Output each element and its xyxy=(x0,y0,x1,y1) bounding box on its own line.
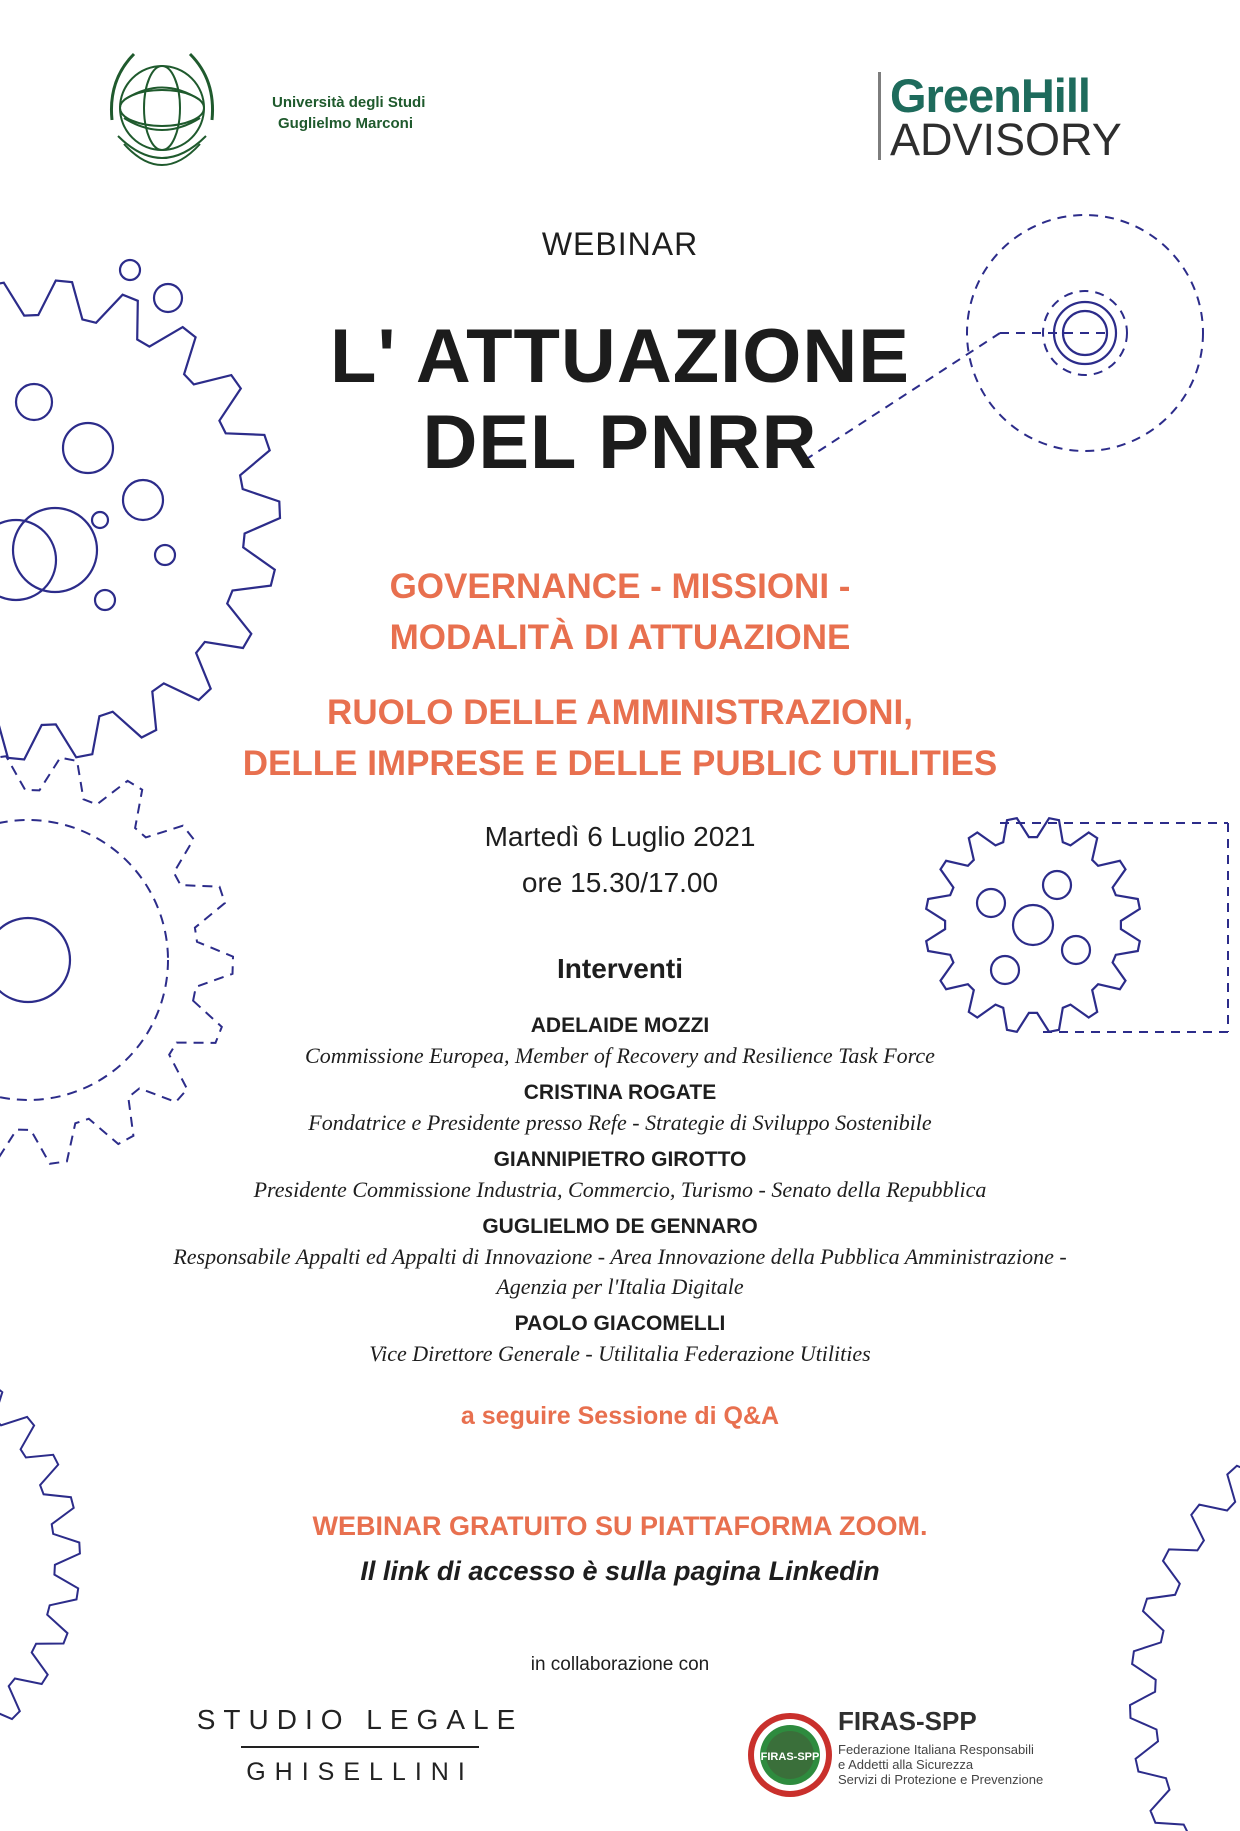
speaker-role: Commissione Europea, Member of Recovery and Resilience Task Force xyxy=(305,1043,935,1068)
subtitle-governance xyxy=(0,561,1240,663)
collaboration-label: in collaborazione con xyxy=(530,1654,710,1675)
event-title xyxy=(0,314,1240,486)
platform-note: WEBINAR GRATUITO SU PIATTAFORMA ZOOM. xyxy=(312,1511,928,1541)
studio-divider xyxy=(241,1746,479,1748)
speaker-item xyxy=(0,1212,1240,1302)
speaker-role-cont: Agenzia per l'Italia Digitale xyxy=(496,1274,744,1299)
greenhill-wordmark: GreenHill xyxy=(890,69,1090,122)
logo-divider xyxy=(878,72,881,160)
firas-badge-icon xyxy=(745,1710,835,1800)
university-logo xyxy=(104,40,434,200)
firas-desc-line1: Federazione Italiana Responsabili xyxy=(838,1742,1034,1757)
firas-desc-line2: e Addetti alla Sicurezza xyxy=(838,1757,974,1772)
qa-note: a seguire Sessione di Q&A xyxy=(460,1402,780,1430)
university-name xyxy=(272,92,425,134)
speaker-item xyxy=(0,1145,1240,1205)
access-link-note: Il link di accesso è sulla pagina Linkedin xyxy=(360,1556,880,1586)
speaker-item xyxy=(0,1078,1240,1138)
speaker-name: ADELAIDE MOZZI xyxy=(530,1014,710,1037)
speaker-item xyxy=(0,1011,1240,1071)
event-title-line2: DEL PNRR xyxy=(422,400,818,485)
subtitle1-line1: GOVERNANCE - MISSIONI - xyxy=(389,567,851,606)
speaker-item xyxy=(0,1309,1240,1369)
speaker-role: Fondatrice e Presidente presso Refe - Strategie di Sviluppo Sostenibile xyxy=(308,1110,932,1135)
greenhill-advisory-logo xyxy=(878,69,1138,165)
speakers-heading: Interventi xyxy=(556,953,684,984)
firas-name: FIRAS-SPP xyxy=(838,1706,977,1736)
speaker-role: Vice Direttore Generale - Utilitalia Federazione Utilities xyxy=(369,1341,871,1366)
speaker-name: CRISTINA ROGATE xyxy=(523,1081,717,1104)
event-datetime xyxy=(0,814,1240,906)
speakers-list xyxy=(0,1011,1240,1376)
subtitle1-line2: MODALITÀ DI ATTUAZIONE xyxy=(389,618,851,657)
subtitle2-line1: RUOLO DELLE AMMINISTRAZIONI, xyxy=(327,693,913,732)
gear-bottom-right-icon xyxy=(1130,1390,1240,1831)
speaker-name: GIANNIPIETRO GIROTTO xyxy=(493,1148,747,1171)
university-seal-icon xyxy=(104,40,254,190)
firas-desc-line3: Servizi di Protezione e Prevenzione xyxy=(838,1772,1044,1787)
university-name-line2: Guglielmo Marconi xyxy=(278,115,414,132)
speaker-name: PAOLO GIACOMELLI xyxy=(514,1312,726,1335)
studio-legale-logo xyxy=(180,1704,540,1787)
advisory-wordmark: ADVISORY xyxy=(890,114,1122,165)
studio-legale-text: STUDIO LEGALE xyxy=(196,1704,524,1735)
event-time: ore 15.30/17.00 xyxy=(521,867,719,898)
event-type-label: WEBINAR xyxy=(541,226,699,262)
subtitle2-line2: DELLE IMPRESE E DELLE PUBLIC UTILITIES xyxy=(242,744,998,783)
firas-badge-text: FIRAS-SPP xyxy=(760,1751,820,1763)
speaker-role: Responsabile Appalti ed Appalti di Innovazione - Area Innovazione della Pubblica Amministrazione - xyxy=(173,1244,1067,1269)
speaker-name: GUGLIELMO DE GENNARO xyxy=(482,1215,758,1238)
speaker-role: Presidente Commissione Industria, Commercio, Turismo - Senato della Repubblica xyxy=(253,1177,987,1202)
ghisellini-text: GHISELLINI xyxy=(246,1758,474,1786)
firas-spp-logo xyxy=(745,1702,1075,1812)
subtitle-ruolo xyxy=(0,687,1240,789)
firas-description xyxy=(838,1742,1043,1787)
event-date: Martedì 6 Luglio 2021 xyxy=(484,821,756,852)
event-title-line1: L' ATTUAZIONE xyxy=(330,314,910,399)
university-name-line1: Università degli Studi xyxy=(272,94,426,111)
